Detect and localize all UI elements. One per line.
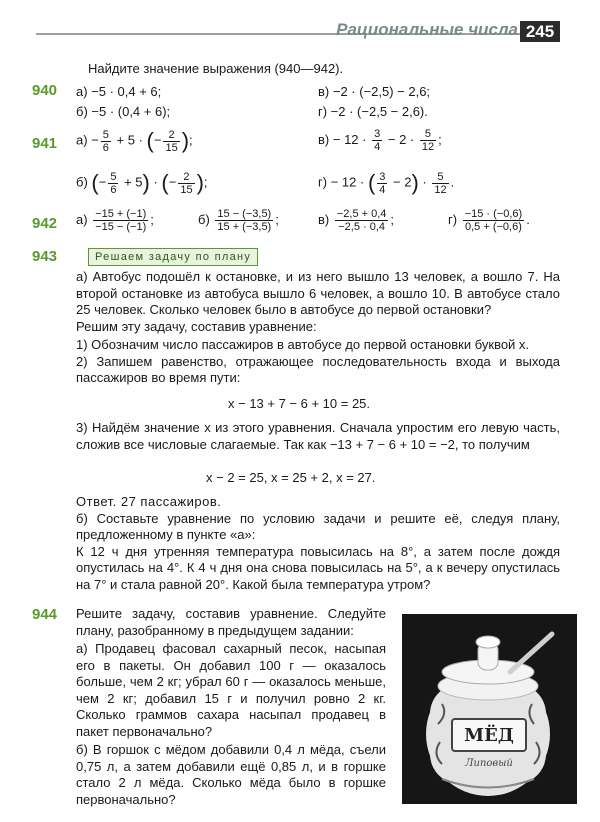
honey-pot-image <box>402 614 577 804</box>
problem-942-g: г) $\frac{-15 \cdot (-0,6)}{0,5 + (-0,6)}$ . <box>448 208 530 233</box>
problem-940-g: г) −2 · (−2,5 − 2,6). <box>318 104 428 119</box>
problem-942-a: а) $\frac{-15 + (-1)}{-15 - (-1)}$ ; <box>76 208 154 233</box>
problem-943-step-3 <box>76 420 560 453</box>
equation-2: x − 2 = 25, x = 25 + 2, x = 27. <box>206 470 376 485</box>
problem-942-b: б) $\frac{15 - (-3,5)}{15 + (-3,5)}$ ; <box>198 208 279 233</box>
answer-line: Ответ. 27 пассажиров. <box>76 494 222 509</box>
fraction: $\frac{3}{4}$ <box>374 128 381 153</box>
paragraph: а) Автобус подошёл к остановке, и из него вышло 13 человек, а вошло 7. На второй остановке из автобуса вышло 6 человек, а вошло 10. В автобусе стало 25 человек. Сколько человек было в автобусе до первой остановки? <box>76 269 560 317</box>
label-b: б) <box>76 174 88 190</box>
paragraph: 3) Найдём значение x из этого уравнения. Сначала упростим его левую часть, сложив все числовые слагаемые. Так как −13 + 7 − 6 + 10 = −2, то получим <box>76 420 560 452</box>
paragraph: К 12 ч дня утренняя температура повысилась на 8°, а затем после дождя опустилась на 4°. К 4 ч дня она снова повысилась на 5°, а к вечеру опустилась на 7° и стала равной 20°. Какой была температура утром? <box>76 543 560 592</box>
fraction: $\frac{2}{15}$ <box>180 170 193 196</box>
paragraph: б) Составьте уравнение по условию задачи и решите её, следуя плану, предложенному в пункте «а»: <box>76 510 560 542</box>
fraction: $\frac{5}{12}$ <box>421 128 435 153</box>
problem-941-v: в) − 12 · $\frac{3}{4}$ − 2 · $\frac{5}{12}$ ; <box>318 128 442 153</box>
problem-940-b: б) −5 · (0,4 + 6); <box>76 104 171 119</box>
fraction: $\frac{-15 + (-1)}{-15 - (-1)}$ <box>95 208 147 233</box>
plan-badge: Решаем задачу по плану <box>88 248 258 266</box>
fraction: $\frac{3}{4}$ <box>379 170 386 196</box>
fraction: $\frac{-2,5 + 0,4}{-2,5 \cdot 0,4}$ <box>336 208 387 233</box>
problem-940-a: а) −5 · 0,4 + 6; <box>76 84 162 99</box>
paragraph: Решите задачу, составив уравнение. Следуйте плану, разобранному в предыдущем задании: <box>76 606 386 638</box>
paragraph: а) Продавец фасовал сахарный песок, насыпая его в пакеты. Он добавил 100 г — оказалось больше, чем 2 кг; убрал 60 г — оказалось меньше, чем 2 кг; добавил 15 г и получил ровно 2 кг. Сколько граммов сахара насыпал продавец в пакет первоначально? <box>76 641 386 739</box>
problem-number-941: 941 <box>32 135 58 152</box>
problem-number-943: 943 <box>32 248 58 265</box>
problem-940-v: в) −2 · (−2,5) − 2,6; <box>318 84 431 99</box>
problem-942-v: в) $\frac{-2,5 + 0,4}{-2,5 \cdot 0,4}$ ; <box>318 208 395 233</box>
fraction: $\frac{5}{12}$ <box>434 170 447 196</box>
problem-941-a: а) − $\frac{5}{6}$ + 5 · (− $\frac{2}{15}$ ); <box>76 128 193 154</box>
paragraph: 2) Запишем равенство, отражающее последовательность входа и выхода пассажиров во время пути: <box>76 353 560 385</box>
intro-text: Найдите значение выражения (940—942). <box>88 61 344 76</box>
paragraph: б) В горшок с мёдом добавили 0,4 л мёда, съели 0,75 л, а затем добавили ещё 0,85 л, и в горшке стало 2 л мёда. Сколько мёда было в горшке первоначально? <box>76 742 386 807</box>
problem-number-944: 944 <box>32 606 58 623</box>
problem-number-940: 940 <box>32 82 58 99</box>
paragraph: 1) Обозначим число пассажиров в автобусе до первой остановки буквой x. <box>76 337 530 352</box>
honey-pot-illustration <box>402 614 577 804</box>
page-number: 245 <box>520 21 560 42</box>
problem-943-part-a <box>76 269 560 387</box>
equation-1: x − 13 + 7 − 6 + 10 = 25. <box>228 396 371 411</box>
pot-label: МЁД <box>464 725 514 746</box>
pot-sublabel: Липовый <box>465 758 513 769</box>
fraction: $\frac{15 - (-3,5)}{15 + (-3,5)}$ <box>217 208 272 233</box>
paragraph: Решим эту задачу, составив уравнение: <box>76 318 317 334</box>
problem-941-g: г) − 12 · ( $\frac{3}{4}$ − 2) · $\frac{5}{12}$ . <box>318 170 455 196</box>
fraction: $\frac{5}{6}$ <box>110 170 117 196</box>
problem-941-b: б) (− $\frac{5}{6}$ + 5) · (− $\frac{2}{15}$ ); <box>76 170 208 196</box>
label-a: а) <box>76 132 88 148</box>
page-title: Рациональные числа <box>336 20 518 39</box>
problem-944-text <box>76 606 386 808</box>
fraction: $\frac{5}{6}$ <box>102 128 109 154</box>
label-g: г) <box>318 174 328 190</box>
fraction: $\frac{2}{15}$ <box>165 128 178 154</box>
label-v: в) <box>318 131 330 147</box>
problem-943-part-b <box>76 494 560 593</box>
fraction: $\frac{-15 \cdot (-0,6)}{0,5 + (-0,6)}$ <box>464 208 523 233</box>
problem-number-942: 942 <box>32 215 58 232</box>
